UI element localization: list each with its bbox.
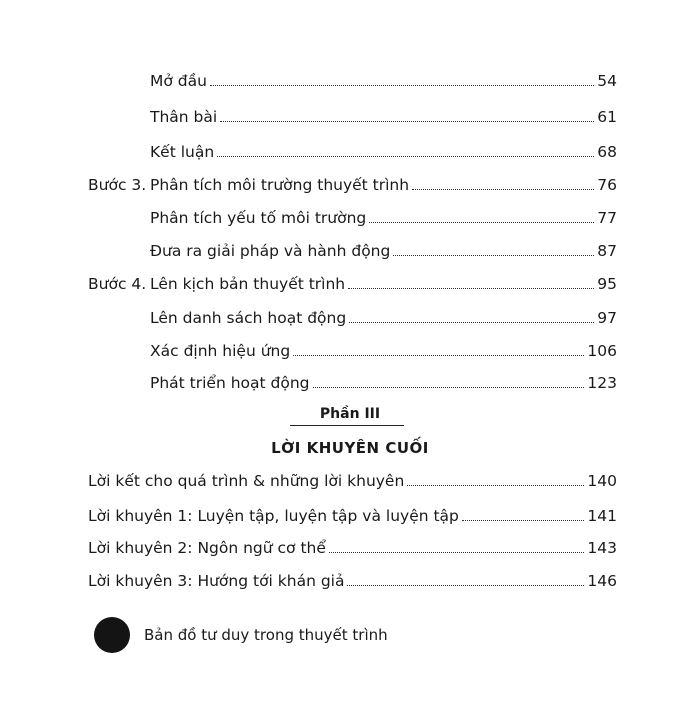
toc-entry-label: Thân bài <box>150 108 218 126</box>
dot-leader <box>407 485 584 486</box>
toc-entry-page: 54 <box>597 72 617 90</box>
page-footer <box>94 617 388 653</box>
toc-entry-label: Lên danh sách hoạt động <box>150 309 347 327</box>
black-circle-icon <box>94 617 130 653</box>
dot-leader <box>217 156 594 157</box>
dot-leader <box>220 121 594 122</box>
dot-leader <box>210 85 594 86</box>
toc-entry-label: Phân tích môi trường thuyết trình <box>150 176 410 194</box>
toc-entry <box>88 471 617 491</box>
toc-entry-label: Lời khuyên 2: Ngôn ngữ cơ thể <box>88 539 326 557</box>
toc-entry-page: 123 <box>587 374 617 392</box>
toc-entry <box>88 538 617 558</box>
toc-entry-label: Lời kết cho quá trình & những lời khuyên <box>88 472 405 490</box>
toc-entry <box>150 71 617 91</box>
toc-step-entry <box>88 175 617 195</box>
toc-entry-page: 106 <box>587 342 617 360</box>
toc-entry <box>150 341 617 361</box>
toc-entry-label: Mở đầu <box>150 72 207 90</box>
toc-entry-label: Phân tích yếu tố môi trường <box>150 209 367 227</box>
toc-entry <box>150 373 617 393</box>
toc-entry <box>88 506 617 526</box>
toc-entry-page: 141 <box>587 507 617 525</box>
toc-entry-page: 61 <box>597 108 617 126</box>
toc-entry-page: 146 <box>587 572 617 590</box>
dot-leader <box>412 189 594 190</box>
toc-entry-page: 140 <box>587 472 617 490</box>
toc-entry-label: Xác định hiệu ứng <box>150 342 291 360</box>
toc-entry-label: Đưa ra giải pháp và hành động <box>150 242 391 260</box>
part-divider <box>290 425 404 426</box>
toc-entry-page: 77 <box>597 209 617 227</box>
toc-entry-page: 76 <box>597 176 617 194</box>
footer-book-title: Bản đồ tư duy trong thuyết trình <box>144 626 388 644</box>
dot-leader <box>393 255 594 256</box>
toc-entry <box>150 142 617 162</box>
toc-entry-page: 68 <box>597 143 617 161</box>
toc-entry-page: 87 <box>597 242 617 260</box>
toc-entry <box>150 208 617 228</box>
toc-entry <box>150 107 617 127</box>
dot-leader <box>369 222 594 223</box>
dot-leader <box>329 552 585 553</box>
toc-entry-page: 95 <box>597 275 617 293</box>
toc-entry-label: Lời khuyên 1: Luyện tập, luyện tập và luyện tập <box>88 507 459 525</box>
toc-step-number: Bước 3. <box>88 176 147 194</box>
toc-step-number: Bước 4. <box>88 275 147 293</box>
dot-leader <box>293 355 584 356</box>
toc-entry-label: Lên kịch bản thuyết trình <box>150 275 346 293</box>
toc-entry-page: 97 <box>597 309 617 327</box>
part-number: Phần III <box>319 406 381 422</box>
dot-leader <box>348 288 594 289</box>
dot-leader <box>313 387 585 388</box>
dot-leader <box>347 585 584 586</box>
part-title: LỜI KHUYÊN CUỐI <box>271 439 429 457</box>
dot-leader <box>462 520 585 521</box>
toc-entry <box>150 308 617 328</box>
toc-entry-page: 143 <box>587 539 617 557</box>
toc-entry-label: Kết luận <box>150 143 215 161</box>
toc-entry-label: Lời khuyên 3: Hướng tới khán giả <box>88 572 345 590</box>
toc-entry <box>88 571 617 591</box>
dot-leader <box>349 322 594 323</box>
toc-entry <box>150 241 617 261</box>
toc-step-entry <box>88 274 617 294</box>
toc-entry-label: Phát triển hoạt động <box>150 374 310 392</box>
